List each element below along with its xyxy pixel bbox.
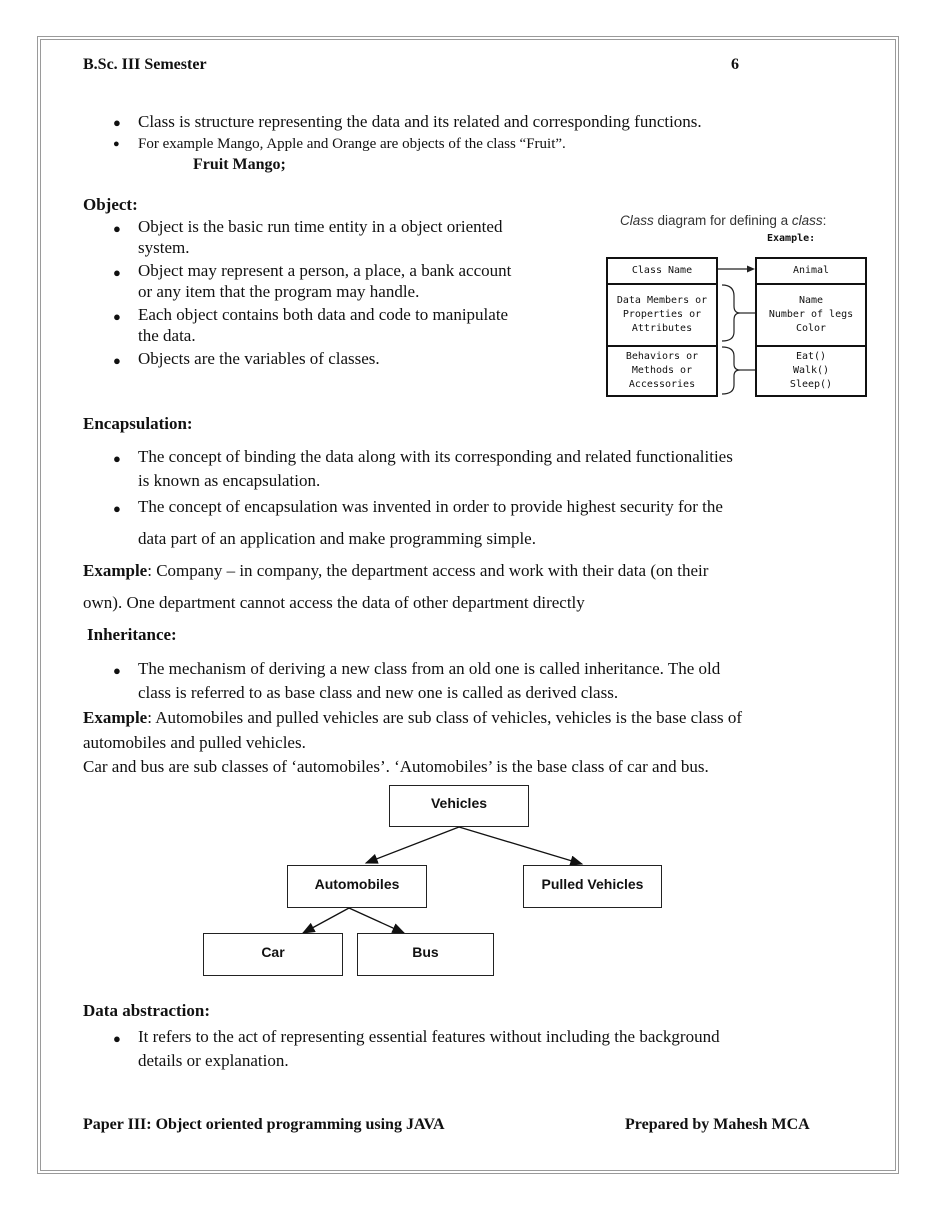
inheritance-line: class is referred to as base class and new one is called as derived class. <box>138 683 619 702</box>
tree-node-car: Car <box>203 933 343 976</box>
object-line: Object is the basic run time entity in a object oriented <box>138 217 503 236</box>
object-line: Objects are the variables of classes. <box>138 349 380 368</box>
object-line: Each object contains both data and code to manipulate <box>138 305 509 324</box>
caption-italic: class <box>791 213 823 228</box>
tree-node-pulled-vehicles: Pulled Vehicles <box>523 865 662 908</box>
bullet-icon: ● <box>113 265 121 280</box>
bullet-icon: ● <box>113 309 121 324</box>
example-text: : Automobiles and pulled vehicles are sub class of vehicles, vehicles is the base class of <box>147 708 743 727</box>
class-cell-name: Class Name <box>608 259 716 285</box>
bullet-icon: ● <box>113 663 121 678</box>
class-cell-members: Data Members or Properties or Attributes <box>608 285 716 347</box>
page-number: 6 <box>731 56 739 73</box>
inheritance-example-cont: automobiles and pulled vehicles. <box>83 733 306 752</box>
edge-automobiles-car <box>303 908 349 933</box>
edge-automobiles-bus <box>349 908 404 933</box>
intro-bullet-2: For example Mango, Apple and Orange are objects of the class “Fruit”. <box>138 136 566 152</box>
footer-author: Prepared by Mahesh MCA <box>625 1116 810 1133</box>
object-line: system. <box>138 238 190 257</box>
caption-italic: Class <box>620 213 654 228</box>
edge-vehicles-pulled <box>459 827 582 864</box>
encapsulation-line: The concept of binding the data along with its corresponding and related functionalities <box>138 447 733 466</box>
example-label: Example <box>83 561 148 580</box>
object-line: Object may represent a person, a place, a bank account <box>138 261 512 280</box>
bullet-icon: ● <box>113 1031 121 1046</box>
encapsulation-line: data part of an application and make programming simple. <box>138 529 536 548</box>
encapsulation-line: is known as encapsulation. <box>138 471 321 490</box>
animal-cell-methods: Eat() Walk() Sleep() <box>789 351 833 390</box>
abstraction-line: details or explanation. <box>138 1051 289 1070</box>
object-heading: Object: <box>83 195 138 214</box>
bullet-icon: ● <box>113 353 121 368</box>
encapsulation-example-cont: own). One department cannot access the data of other department directly <box>83 593 585 612</box>
bullet-icon: ● <box>113 221 121 236</box>
bullet-icon: ● <box>113 115 121 130</box>
tree-node-bus: Bus <box>357 933 494 976</box>
intro-bullet-1: Class is structure representing the data and its related and corresponding functions. <box>138 112 702 131</box>
example-label: Example <box>83 708 148 727</box>
inheritance-heading: Inheritance: <box>87 625 177 644</box>
example-text: : Company – in company, the department access and work with their data (on their <box>147 561 709 580</box>
tree-node-vehicles: Vehicles <box>389 785 529 827</box>
example-label: Example: <box>767 233 816 244</box>
caption-text: : <box>822 213 827 228</box>
bullet-icon: ● <box>113 501 121 516</box>
bullet-icon: ● <box>113 138 120 150</box>
bullet-icon: ● <box>113 451 121 466</box>
animal-cell-attributes: Name Number of legs Color <box>757 285 865 347</box>
tree-node-automobiles: Automobiles <box>287 865 427 908</box>
abstraction-heading: Data abstraction: <box>83 1001 211 1020</box>
code-line: Fruit Mango; <box>193 156 286 173</box>
encapsulation-heading: Encapsulation: <box>83 414 193 433</box>
inheritance-line: The mechanism of deriving a new class from an old one is called inheritance. The old <box>138 659 721 678</box>
animal-cell-name: Animal <box>757 259 865 285</box>
inheritance-example-cont: Car and bus are sub classes of ‘automobiles’. ‘Automobiles’ is the base class of car and bus. <box>83 757 709 776</box>
object-line: or any item that the program may handle. <box>138 282 420 301</box>
footer-paper-title: Paper III: Object oriented programming using JAVA <box>83 1116 445 1133</box>
header-title: B.Sc. III Semester <box>83 56 207 73</box>
caption-text: diagram for defining a <box>653 213 792 228</box>
class-cell-behaviors: Behaviors or Methods or Accessories <box>625 351 699 390</box>
object-line: the data. <box>138 326 196 345</box>
abstraction-line: It refers to the act of representing essential features without including the background <box>138 1027 720 1046</box>
encapsulation-line: The concept of encapsulation was invented in order to provide highest security for the <box>138 497 723 516</box>
edge-vehicles-automobiles <box>366 827 459 863</box>
